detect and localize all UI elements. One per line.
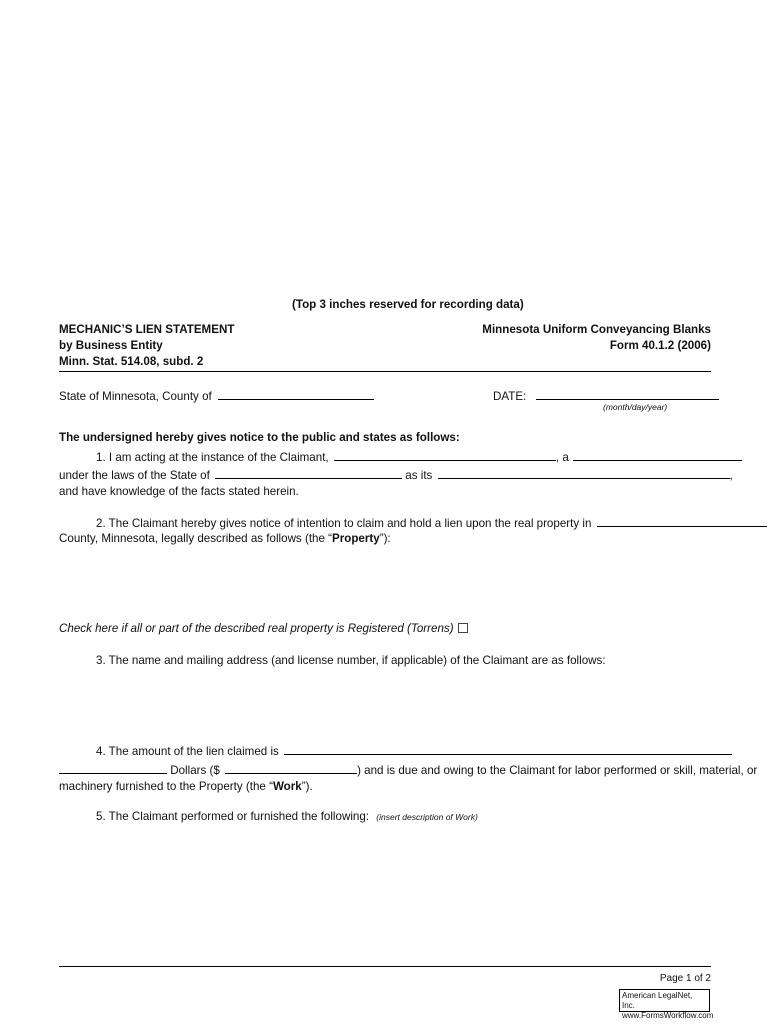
item1-as-its-text: as its [405, 469, 433, 482]
item4-machinery-text: machinery furnished to the Property (the “ [59, 780, 273, 793]
item5-line [96, 810, 478, 823]
item4-line3 [59, 780, 313, 793]
torrens-line [59, 622, 468, 635]
item2-line1 [96, 514, 767, 530]
publisher-website: www.FormsWorkflow.com [622, 1011, 714, 1020]
date-line [493, 387, 719, 403]
statute-reference: Minn. Stat. 514.08, subd. 2 [59, 355, 204, 368]
item5-text: 5. The Claimant performed or furnished the following: [96, 810, 370, 823]
capacity-field[interactable] [438, 466, 730, 479]
property-county-field[interactable] [597, 514, 767, 527]
work-term: Work [272, 780, 302, 793]
page-number: Page 1 of 2 [659, 973, 711, 984]
item2-notice-text: 2. The Claimant hereby gives notice of intention to claim and hold a lien upon the real property in [96, 517, 592, 530]
item4-amount-text: 4. The amount of the lien claimed is [96, 745, 279, 758]
form-subtitle: by Business Entity [59, 339, 163, 352]
recording-reserved-note: (Top 3 inches reserved for recording data) [292, 298, 524, 311]
date-format-hint: (month/day/year) [603, 402, 668, 412]
item1-line3: and have knowledge of the facts stated herein. [59, 485, 299, 498]
form-title: MECHANIC’S LIEN STATEMENT [59, 323, 235, 336]
dollars-label: Dollars ($ [170, 764, 220, 777]
lien-amount-words-cont-field[interactable] [59, 761, 167, 774]
claimant-name-field[interactable] [334, 448, 556, 461]
entity-type-field[interactable] [573, 448, 742, 461]
item4-line1 [96, 742, 732, 758]
state-county-label: State of Minnesota, County of [59, 390, 212, 403]
form-series-name: Minnesota Uniform Conveyancing Blanks [482, 323, 711, 336]
item2-suffix: ”): [379, 532, 391, 545]
state-of-organization-field[interactable] [215, 466, 402, 479]
county-field[interactable] [218, 387, 374, 400]
lien-amount-number-field[interactable] [225, 761, 357, 774]
state-county-line [59, 387, 374, 403]
item3-text: 3. The name and mailing address (and license number, if applicable) of the Claimant are as follows: [96, 654, 606, 667]
date-label: DATE: [493, 390, 527, 403]
lien-amount-words-field[interactable] [284, 742, 732, 755]
footer-divider [59, 966, 711, 967]
item2-line2 [59, 532, 391, 545]
torrens-label: Check here if all or part of the described real property is Registered (Torrens) [59, 622, 454, 635]
publisher-name: American LegalNet, Inc. [622, 991, 693, 1010]
work-description-hint: (insert description of Work) [376, 812, 478, 822]
header-divider [59, 371, 711, 372]
item4-due-text: ) and is due and owing to the Claimant for labor performed or skill, material, or [357, 764, 758, 777]
item4-line2 [59, 761, 757, 777]
item1-line1 [96, 448, 742, 464]
item1-line2 [59, 466, 733, 482]
item4-suffix: ”). [301, 780, 313, 793]
item1-comma: , [729, 469, 733, 482]
item1-claimant-text: 1. I am acting at the instance of the Claimant, [96, 451, 329, 464]
intro-statement: The undersigned hereby gives notice to the public and states as follows: [59, 431, 460, 444]
date-field[interactable] [536, 387, 719, 400]
item1-state-text: under the laws of the State of [59, 469, 210, 482]
property-term: Property [332, 532, 380, 545]
form-number: Form 40.1.2 (2006) [609, 339, 711, 352]
torrens-checkbox[interactable] [458, 623, 468, 633]
item1-a-text: , a [555, 451, 569, 464]
publisher-box [619, 989, 714, 1020]
item2-legal-description-text: County, Minnesota, legally described as follows (the “ [59, 532, 333, 545]
